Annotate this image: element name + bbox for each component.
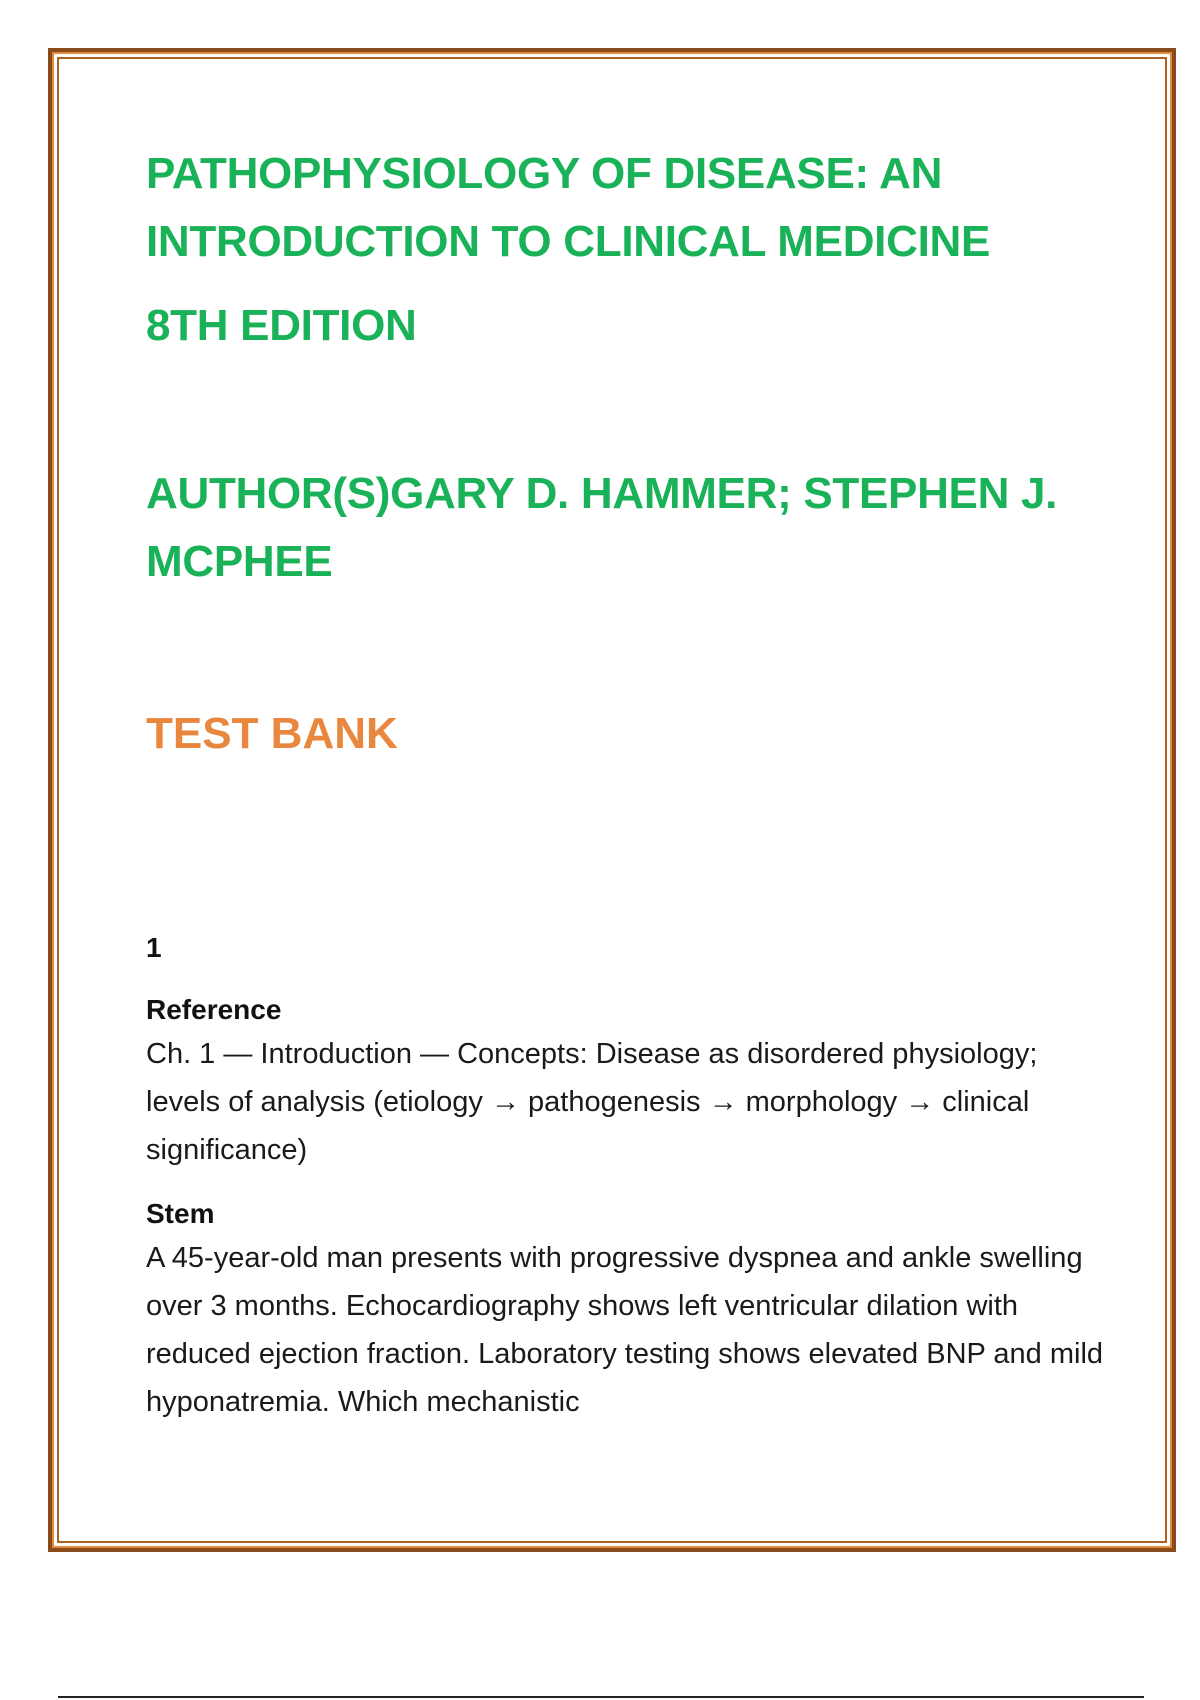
book-title-line-2: INTRODUCTION TO CLINICAL MEDICINE xyxy=(146,217,991,266)
book-title-line-1: PATHOPHYSIOLOGY OF DISEASE: AN xyxy=(146,149,943,198)
document-content xyxy=(146,140,1106,1426)
authors-line-2: MCPHEE xyxy=(146,537,333,586)
reference-text: Ch. 1 — Introduction — Concepts: Disease as disordered physiology; levels of analysis (etiology → pathogenesis → morphology → clinical significance) xyxy=(146,1038,1038,1166)
test-bank-heading: TEST BANK xyxy=(146,709,398,758)
authors-line-1: AUTHOR(S)GARY D. HAMMER; STEPHEN J. xyxy=(146,469,1058,518)
question-number: 1 xyxy=(146,932,162,963)
authors xyxy=(146,460,1106,596)
stem-label: Stem xyxy=(146,1198,215,1229)
book-title xyxy=(146,140,1106,276)
edition: 8TH EDITION xyxy=(146,301,417,350)
reference-label: Reference xyxy=(146,994,282,1025)
footer-rule xyxy=(58,1696,1144,1698)
stem-text: A 45-year-old man presents with progressive dyspnea and ankle swelling over 3 months. Echocardiography shows left ventricular dilation with reduced ejection fraction. Laboratory testing shows elevated BNP and mild hyponatremia. Which mechanistic xyxy=(146,1242,1104,1418)
